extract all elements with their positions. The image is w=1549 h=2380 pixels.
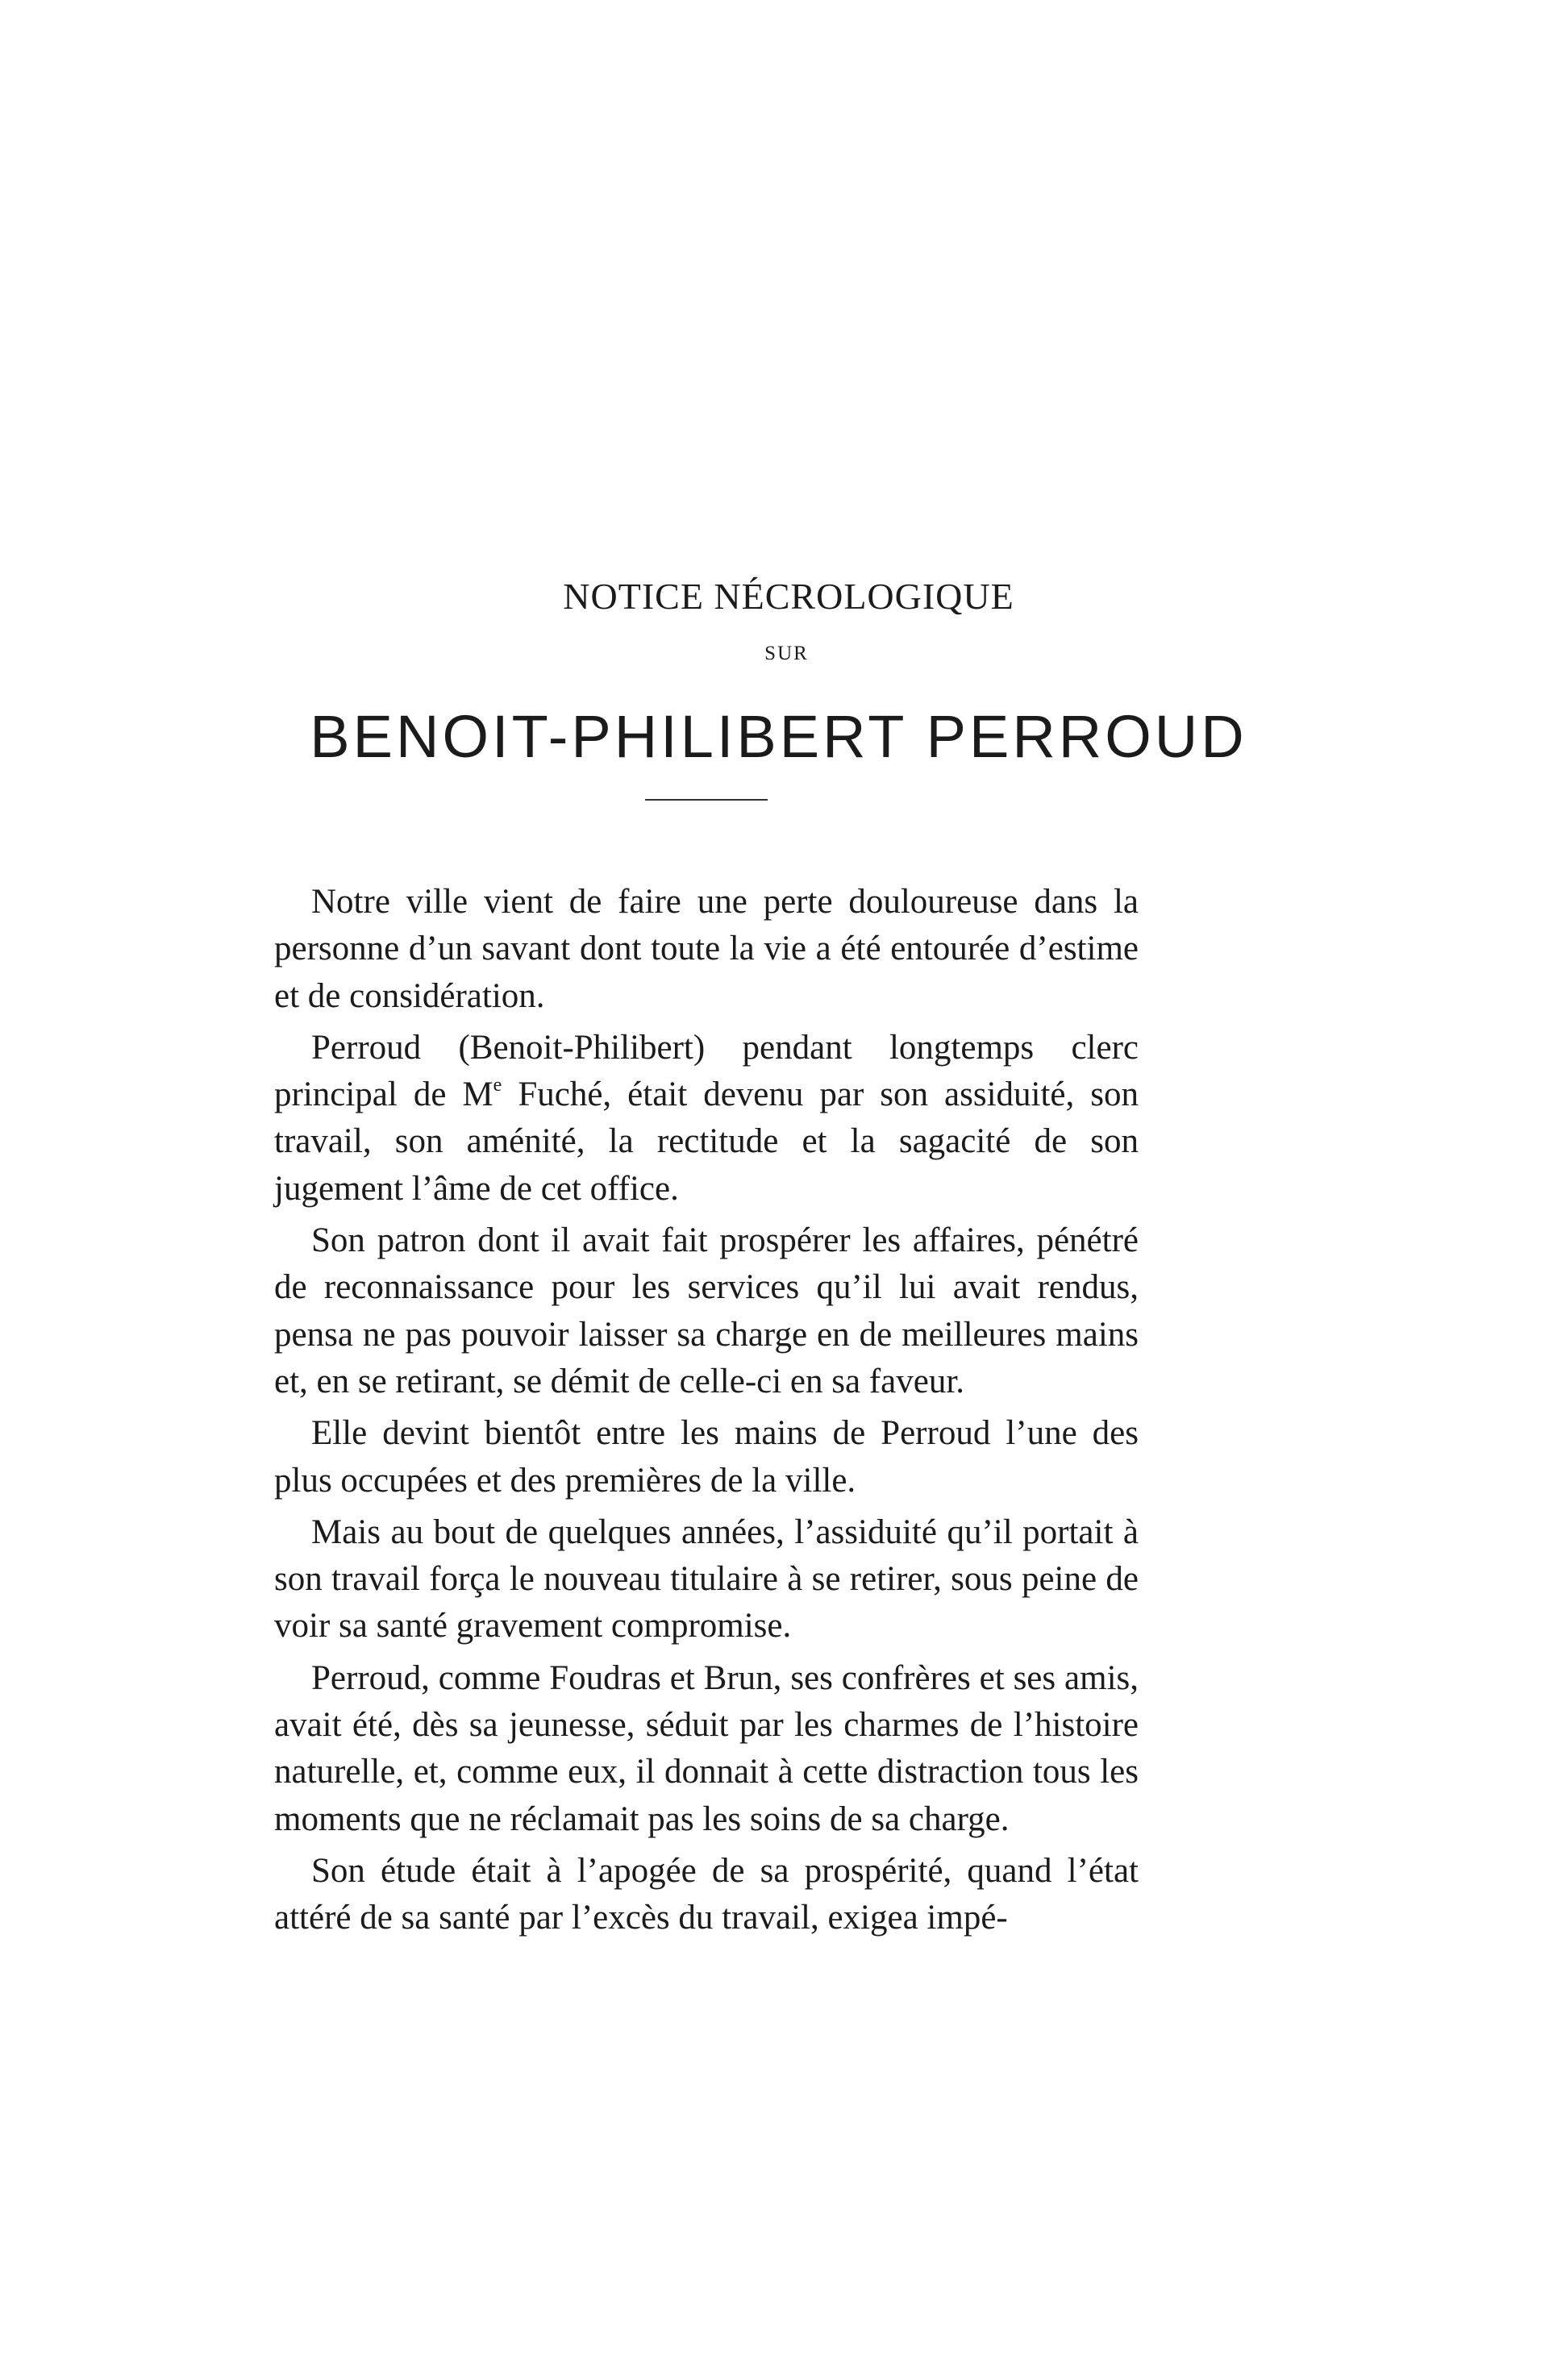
paragraph-4: Elle devint bientôt entre les mains de Perroud l’une des plus occupées et des premières de la ville. — [274, 1414, 1139, 1500]
notice-title: NOTICE NÉCROLOGIQUE — [563, 576, 1014, 617]
paragraph-2-text-start: Perroud (Benoit-Philibert) pendant longtemps clerc principal de M — [274, 1028, 1139, 1114]
paragraph-2 — [274, 1025, 1139, 1213]
paragraph-2-superscript: e — [493, 1075, 502, 1096]
paragraph-1: Notre ville vient de faire une perte douloureuse dans la personne d’un savant dont toute la vie a été entourée d’estime et de considération. — [274, 883, 1139, 1015]
paragraph-3: Son patron dont il avait fait prospérer les affaires, pénétré de reconnaissance pour les services qu’il lui avait rendus, pensa ne pas pouvoir laisser sa charge en de meilleures mains et, en se retirant, se démit de celle-ci en sa faveur. — [274, 1221, 1139, 1400]
paragraph-2-text-end: Fuché, était devenu par son assiduité, son travail, son aménité, la rectitude et la sagacité de son jugement l’âme de cet office. — [274, 1076, 1139, 1208]
body-text — [274, 879, 1139, 1947]
title-divider-rule — [645, 799, 768, 801]
paragraph-5: Mais au bout de quelques années, l’assiduité qu’il portait à son travail força le nouveau titulaire à se retirer, sous peine de voir sa santé gravement compromise. — [274, 1512, 1139, 1646]
subject-name-title: BENOIT-PHILIBERT PERROUD — [310, 703, 1247, 770]
paragraph-6: Perroud, comme Foudras et Brun, ses confrères et ses amis, avait été, dès sa jeunesse, séduit par les charmes de l’histoire naturelle, et, comme eux, il donnait à cette distraction tous les moments que ne réclamait pas les soins de sa charge. — [274, 1658, 1139, 1838]
paragraph-7: Son étude était à l’apogée de sa prospérité, quand l’état attéré de sa santé par l’excès du travail, exigea impé- — [274, 1851, 1139, 1937]
sur-label: SUR — [764, 643, 809, 664]
